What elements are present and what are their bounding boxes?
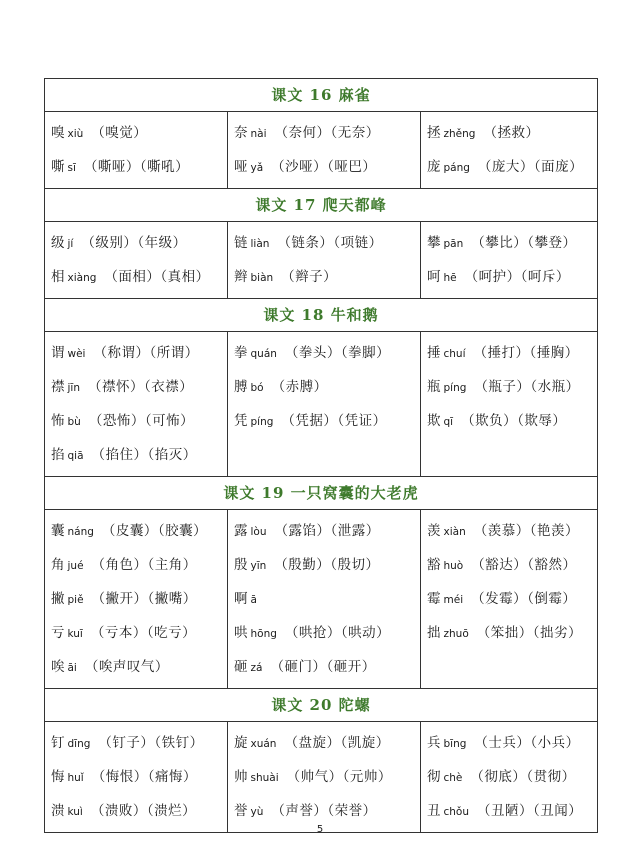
lesson-entries-row [45, 332, 597, 477]
entry-character: 亏 [51, 625, 65, 641]
entry-character: 豁 [427, 557, 441, 573]
vocab-entry [234, 336, 416, 370]
page-number: 5 [316, 824, 324, 835]
vocab-entry [234, 794, 416, 828]
entry-pinyin: páng [443, 162, 470, 174]
entry-character: 怖 [51, 413, 65, 429]
entry-words: （链条）（项链） [277, 235, 383, 251]
entry-column [227, 222, 420, 298]
entry-pinyin: zhěng [443, 128, 476, 140]
entry-words: （呵护）（呵斥） [464, 269, 570, 285]
entry-character: 彻 [427, 769, 441, 785]
entry-character: 角 [51, 557, 65, 573]
entry-words: （攀比）（攀登） [471, 235, 577, 251]
vocab-entry [51, 616, 223, 650]
entry-character: 拯 [427, 125, 441, 141]
vocab-entry [234, 260, 416, 294]
entry-pinyin: méi [443, 594, 464, 606]
vocab-entry [427, 616, 593, 650]
entry-column [45, 510, 227, 688]
entry-character: 帅 [234, 769, 248, 785]
entry-character: 呵 [427, 269, 441, 285]
vocab-entry [51, 582, 223, 616]
entry-character: 唉 [51, 659, 65, 675]
vocab-entry [51, 794, 223, 828]
vocabulary-table [44, 78, 598, 833]
entry-character: 溃 [51, 803, 65, 819]
entry-character: 兵 [427, 735, 441, 751]
entry-character: 哄 [234, 625, 248, 641]
entry-character: 襟 [51, 379, 65, 395]
entry-words: （帅气）（元帅） [286, 769, 392, 785]
entry-pinyin: piě [67, 594, 84, 606]
entry-pinyin: qiā [67, 450, 84, 462]
entry-pinyin: liàn [250, 238, 270, 250]
entry-pinyin: shuài [250, 772, 279, 784]
entry-words: （称谓）（所谓） [93, 345, 199, 361]
entry-pinyin: chuí [443, 348, 466, 360]
entry-words: （欺负）（欺辱） [461, 413, 567, 429]
vocab-entry [427, 336, 593, 370]
entry-character: 凭 [234, 413, 248, 429]
vocab-entry [427, 760, 593, 794]
entry-character: 级 [51, 235, 65, 251]
entry-words: （恐怖）（可怖） [88, 413, 195, 429]
entry-column [420, 510, 597, 688]
entry-pinyin: hē [443, 272, 457, 284]
vocab-entry [51, 438, 223, 472]
lesson-entries-row [45, 722, 597, 832]
entry-pinyin: biàn [250, 272, 274, 284]
entry-pinyin: yǎ [250, 162, 264, 174]
entry-column [45, 722, 227, 832]
entry-pinyin: huǐ [67, 772, 84, 784]
entry-pinyin: chè [443, 772, 463, 784]
entry-character: 奈 [234, 125, 248, 141]
entry-character: 羡 [427, 523, 441, 539]
vocab-entry [51, 726, 223, 760]
vocab-entry [427, 548, 593, 582]
entry-character: 啊 [234, 591, 248, 607]
vocab-entry [427, 404, 593, 438]
entry-words: （盘旋）（凯旋） [284, 735, 390, 751]
entry-character: 露 [234, 523, 248, 539]
entry-character: 嘶 [51, 159, 65, 175]
entry-pinyin: hōng [250, 628, 277, 640]
lesson-title: 课文 20 陀螺 [45, 689, 597, 722]
entry-pinyin: lòu [250, 526, 267, 538]
entry-column [227, 510, 420, 688]
entry-words: （殷勤）（殷切） [274, 557, 380, 573]
vocab-entry [427, 726, 593, 760]
entry-pinyin: yù [250, 806, 264, 818]
entry-pinyin: wèi [67, 348, 86, 360]
entry-words: （庞大）（面庞） [477, 159, 584, 175]
lesson-title: 课文 18 牛和鹅 [45, 299, 597, 332]
lesson-title: 课文 16 麻雀 [45, 79, 597, 112]
entry-words: （面相）（真相） [104, 269, 210, 285]
entry-words: （钉子）（铁钉） [98, 735, 204, 751]
entry-pinyin: bù [67, 416, 81, 428]
vocab-entry [234, 370, 416, 404]
entry-pinyin: huò [443, 560, 464, 572]
vocab-entry [234, 582, 416, 616]
vocab-entry [51, 514, 223, 548]
entry-character: 丑 [427, 803, 441, 819]
entry-column [227, 722, 420, 832]
entry-character: 誉 [234, 803, 248, 819]
vocab-entry [51, 404, 223, 438]
entry-words: （拳头）（拳脚） [284, 345, 391, 361]
vocab-entry [427, 794, 593, 828]
entry-pinyin: xiù [67, 128, 84, 140]
lesson-title: 课文 19 一只窝囊的大老虎 [45, 477, 597, 510]
lesson-entries-row [45, 222, 597, 299]
vocab-entry [427, 150, 593, 184]
entry-words: （凭据）（凭证） [281, 413, 387, 429]
vocab-entry [234, 760, 416, 794]
vocab-entry [234, 726, 416, 760]
entry-character: 囊 [51, 523, 65, 539]
entry-column [227, 112, 420, 188]
vocab-entry [234, 514, 416, 548]
vocab-entry [427, 582, 593, 616]
vocab-entry [427, 260, 593, 294]
entry-character: 殷 [234, 557, 248, 573]
entry-column [45, 112, 227, 188]
vocab-entry [51, 760, 223, 794]
entry-words: （撇开）（撇嘴） [91, 591, 197, 607]
entry-column [45, 332, 227, 476]
entry-character: 捶 [427, 345, 441, 361]
entry-words: （唉声叹气） [84, 659, 169, 675]
entry-pinyin: quán [250, 348, 277, 360]
entry-words: （悔恨）（痛悔） [91, 769, 197, 785]
vocab-entry [51, 336, 223, 370]
entry-pinyin: qī [443, 416, 454, 428]
entry-words: （哄抢）（哄动） [284, 625, 391, 641]
vocab-entry [51, 150, 223, 184]
entry-column [420, 332, 597, 476]
entry-words: （级别）（年级） [81, 235, 187, 251]
entry-character: 谓 [51, 345, 65, 361]
entry-words: （掐住）（掐灭） [91, 447, 197, 463]
vocab-entry [51, 226, 223, 260]
entry-pinyin: chǒu [443, 806, 470, 818]
lesson-title: 课文 17 爬天都峰 [45, 189, 597, 222]
entry-words: （丑陋）（丑闻） [477, 803, 583, 819]
vocab-entry [51, 650, 223, 684]
entry-column [420, 222, 597, 298]
vocab-entry [51, 260, 223, 294]
entry-words: （彻底）（贯彻） [470, 769, 576, 785]
vocab-entry [234, 404, 416, 438]
vocab-entry [427, 116, 593, 150]
entry-character: 膊 [234, 379, 248, 395]
entry-character: 欺 [427, 413, 441, 429]
vocab-entry [427, 226, 593, 260]
entry-pinyin: píng [443, 382, 467, 394]
entry-pinyin: yīn [250, 560, 267, 572]
entry-pinyin: bīng [443, 738, 467, 750]
entry-character: 拳 [234, 345, 248, 361]
lesson-entries-row [45, 510, 597, 689]
entry-pinyin: dīng [67, 738, 91, 750]
entry-character: 霉 [427, 591, 441, 607]
entry-words: （露馅）（泄露） [274, 523, 380, 539]
entry-pinyin: xiàng [67, 272, 97, 284]
vocab-entry [234, 548, 416, 582]
entry-character: 哑 [234, 159, 248, 175]
entry-words: （笨拙）（拙劣） [476, 625, 582, 641]
entry-words: （捶打）（捶胸） [473, 345, 579, 361]
entry-pinyin: náng [67, 526, 94, 538]
vocab-entry [234, 616, 416, 650]
entry-pinyin: bó [250, 382, 264, 394]
entry-pinyin: ā [250, 594, 257, 606]
entry-words: （皮囊）（胶囊） [101, 523, 208, 539]
lesson-entries-row [45, 112, 597, 189]
entry-pinyin: jué [67, 560, 84, 572]
entry-words: （亏本）（吃亏） [90, 625, 197, 641]
entry-character: 旋 [234, 735, 248, 751]
entry-pinyin: zhuō [443, 628, 469, 640]
vocab-entry [234, 150, 416, 184]
entry-character: 撇 [51, 591, 65, 607]
entry-words: （发霉）（倒霉） [471, 591, 577, 607]
entry-character: 相 [51, 269, 65, 285]
entry-pinyin: zá [250, 662, 263, 674]
entry-character: 辫 [234, 269, 248, 285]
entry-words: （士兵）（小兵） [474, 735, 580, 751]
vocab-entry [234, 226, 416, 260]
entry-pinyin: xiàn [443, 526, 466, 538]
vocab-entry [234, 650, 416, 684]
entry-words: （辫子） [281, 269, 338, 285]
vocab-entry [427, 514, 593, 548]
vocab-entry [51, 548, 223, 582]
entry-pinyin: kuì [67, 806, 83, 818]
entry-character: 链 [234, 235, 248, 251]
vocab-entry [427, 370, 593, 404]
entry-character: 砸 [234, 659, 248, 675]
entry-column [420, 112, 597, 188]
entry-words: （嘶哑）（嘶吼） [83, 159, 190, 175]
entry-pinyin: sī [67, 162, 76, 174]
entry-words: （奈何）（无奈） [274, 125, 380, 141]
entry-words: （砸门）（砸开） [270, 659, 376, 675]
entry-words: （溃败）（溃烂） [90, 803, 197, 819]
entry-column [227, 332, 420, 476]
entry-words: （角色）（主角） [91, 557, 197, 573]
entry-pinyin: pān [443, 238, 464, 250]
entry-words: （赤膊） [271, 379, 328, 395]
entry-pinyin: píng [250, 416, 274, 428]
entry-pinyin: nài [250, 128, 267, 140]
entry-column [420, 722, 597, 832]
entry-pinyin: jīn [67, 382, 80, 394]
entry-pinyin: xuán [250, 738, 277, 750]
entry-character: 悔 [51, 769, 65, 785]
entry-pinyin: jí [67, 238, 74, 250]
entry-character: 嗅 [51, 125, 65, 141]
entry-words: （瓶子）（水瓶） [474, 379, 580, 395]
entry-words: （拯救） [483, 125, 540, 141]
entry-character: 钉 [51, 735, 65, 751]
entry-words: （声誉）（荣誉） [271, 803, 377, 819]
entry-words: （襟怀）（衣襟） [88, 379, 194, 395]
vocab-entry [234, 116, 416, 150]
entry-pinyin: kuī [67, 628, 83, 640]
entry-character: 瓶 [427, 379, 441, 395]
entry-character: 拙 [427, 625, 441, 641]
entry-words: （豁达）（豁然） [471, 557, 577, 573]
vocab-entry [51, 116, 223, 150]
entry-column [45, 222, 227, 298]
entry-pinyin: āi [67, 662, 77, 674]
entry-character: 攀 [427, 235, 441, 251]
entry-words: （嗅觉） [91, 125, 148, 141]
entry-character: 掐 [51, 447, 65, 463]
vocab-entry [51, 370, 223, 404]
entry-character: 庞 [427, 159, 441, 175]
entry-words: （沙哑）（哑巴） [271, 159, 377, 175]
entry-words: （羡慕）（艳羡） [473, 523, 579, 539]
